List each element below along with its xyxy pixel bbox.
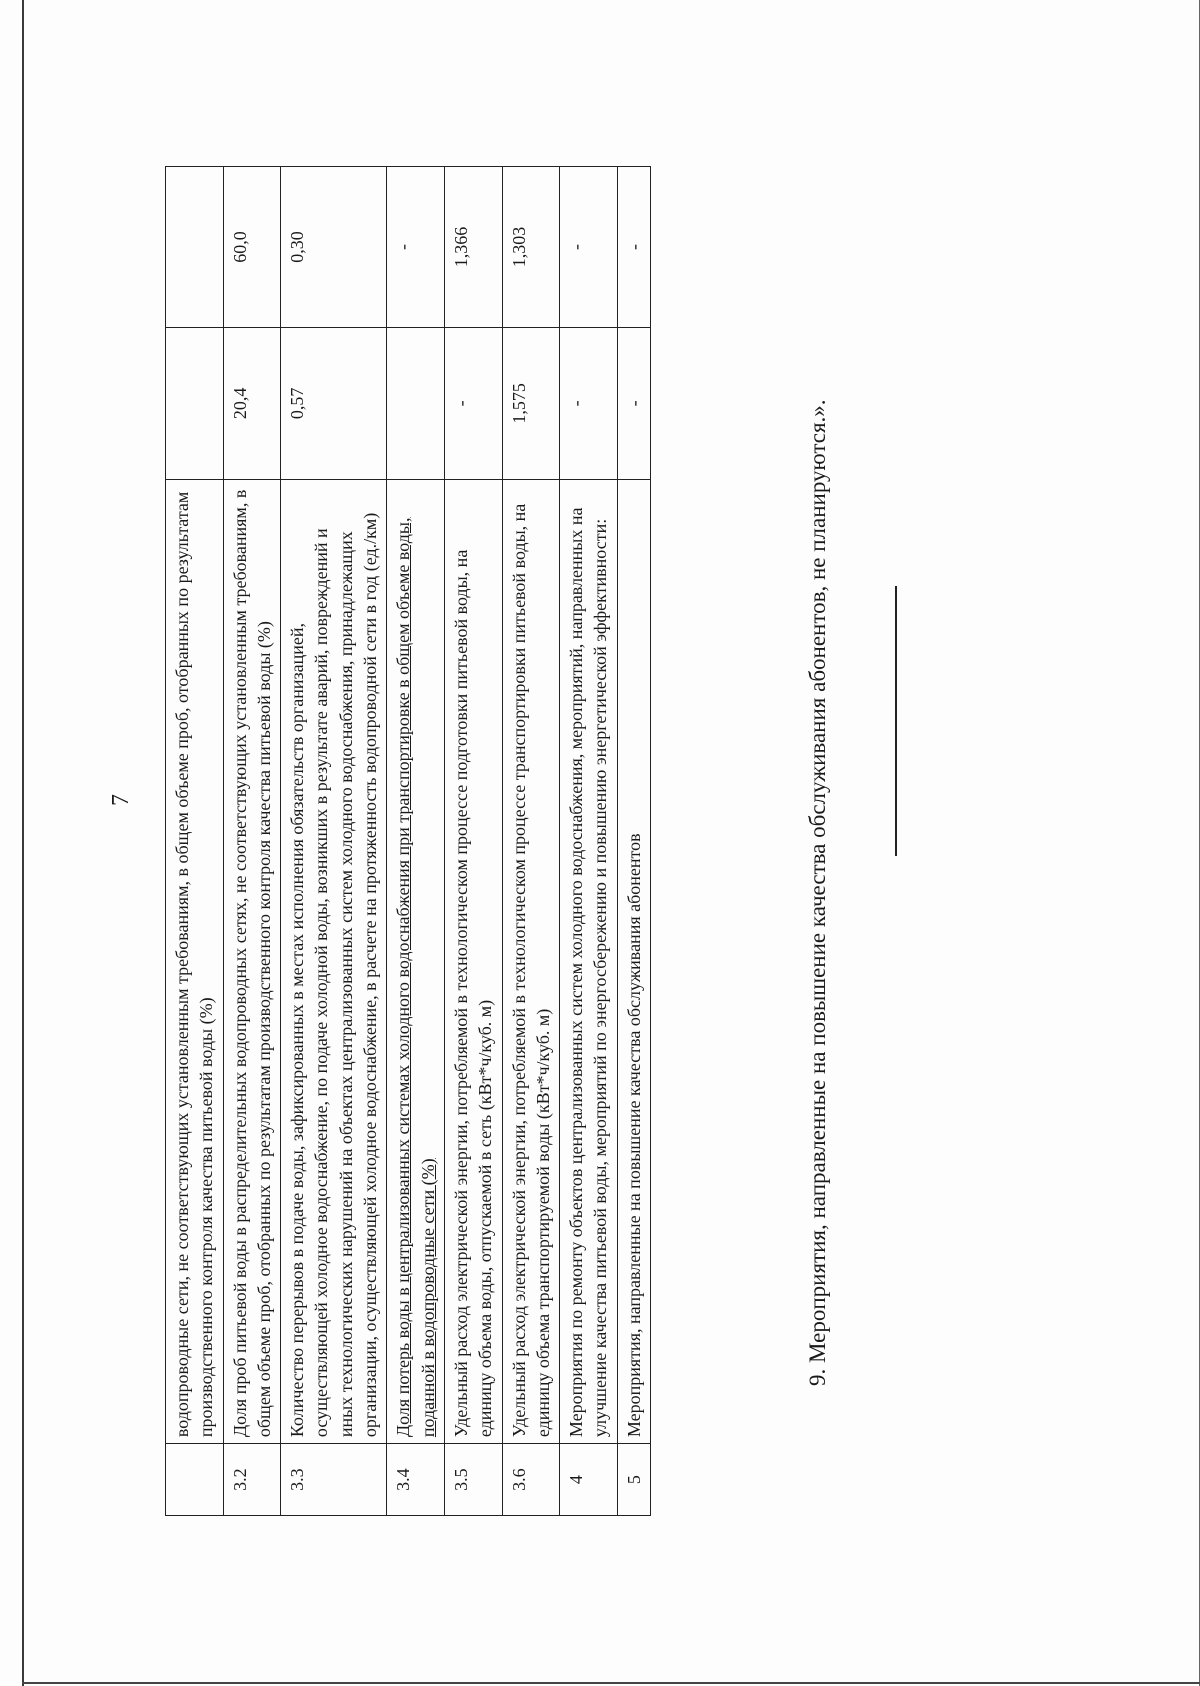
row-value-2 [166, 167, 224, 328]
row-description: Удельный расход электрической энергии, потребляемой в технологическом процессе подготовки питьевой воды, на единицу объема воды, отпускаемой в сеть (кВт*ч/куб. м) [444, 479, 502, 1443]
row-description: водопроводные сети, не соответствующих установленным требованиям, в общем объеме проб, отобранных по результатам производственного контроля качества питьевой воды (%) [166, 479, 224, 1443]
row-number: 3.3 [281, 1444, 387, 1516]
table-row [281, 167, 387, 1516]
row-value-1: 0,57 [281, 327, 387, 479]
row-value-2: - [617, 167, 650, 328]
indicators-table [165, 166, 651, 1516]
row-value-2: 1,303 [502, 167, 560, 328]
row-number: 3.2 [223, 1444, 281, 1516]
table-row [444, 167, 502, 1516]
row-description: Доля потерь воды в централизованных системах холодного водоснабжения при транспортировке в общем объеме воды, поданной в водопроводные сети (%) [387, 479, 445, 1443]
page-number: 7 [108, 794, 134, 806]
row-number: 3.4 [387, 1444, 445, 1516]
row-value-2: 1,366 [444, 167, 502, 328]
row-value-2: 0,30 [281, 167, 387, 328]
row-number [166, 1444, 224, 1516]
row-value-1 [387, 327, 445, 479]
row-value-2: - [560, 167, 618, 328]
table-row [617, 167, 650, 1516]
row-value-1: - [617, 327, 650, 479]
separator-line [895, 586, 897, 856]
table-row [223, 167, 281, 1516]
row-number: 3.5 [444, 1444, 502, 1516]
row-value-2: 60,0 [223, 167, 281, 328]
row-value-1: 20,4 [223, 327, 281, 479]
row-number: 3.6 [502, 1444, 560, 1516]
table-row [166, 167, 224, 1516]
table-row [502, 167, 560, 1516]
row-number: 5 [617, 1444, 650, 1516]
table-row [387, 167, 445, 1516]
row-description: Доля проб питьевой воды в распределительных водопроводных сетях, не соответствующих установленным требованиям, в общем объеме проб, отобранных по результатам производственного контроля качества питьевой воды (%) [223, 479, 281, 1443]
row-description: Мероприятия, направленные на повышение качества обслуживания абонентов [617, 479, 650, 1443]
section-9-text: 9. Мероприятия, направленные на повышение качества обслуживания абонентов, не планируются.». [805, 399, 830, 1386]
row-number: 4 [560, 1444, 618, 1516]
row-description: Мероприятия по ремонту объектов централизованных систем холодного водоснабжения, мероприятий, направленных на улучшение качества питьевой воды, мероприятий по энергосбережению и повышению энергетической эффективности: [560, 479, 618, 1443]
row-value-1 [166, 327, 224, 479]
row-value-1: 1,575 [502, 327, 560, 479]
row-description: Количество перерывов в подаче воды, зафиксированных в местах исполнения обязательств организацией, осуществляющей холодное водоснабжение, по подаче холодной воды, возникших в результате аварий, повреждений и иных технологических нарушений на объектах централизованных систем холодного водоснабжения, принадлежащих организации, осуществляющей холодное водоснабжение, в расчете на протяженность водопроводной сети в год (ед./км) [281, 479, 387, 1443]
row-value-1: - [444, 327, 502, 479]
row-description: Удельный расход электрической энергии, потребляемой в технологическом процессе транспортировки питьевой воды, на единицу объема транспортируемой воды (кВт*ч/куб. м) [502, 479, 560, 1443]
row-value-1: - [560, 327, 618, 479]
table-row [560, 167, 618, 1516]
row-value-2: - [387, 167, 445, 328]
